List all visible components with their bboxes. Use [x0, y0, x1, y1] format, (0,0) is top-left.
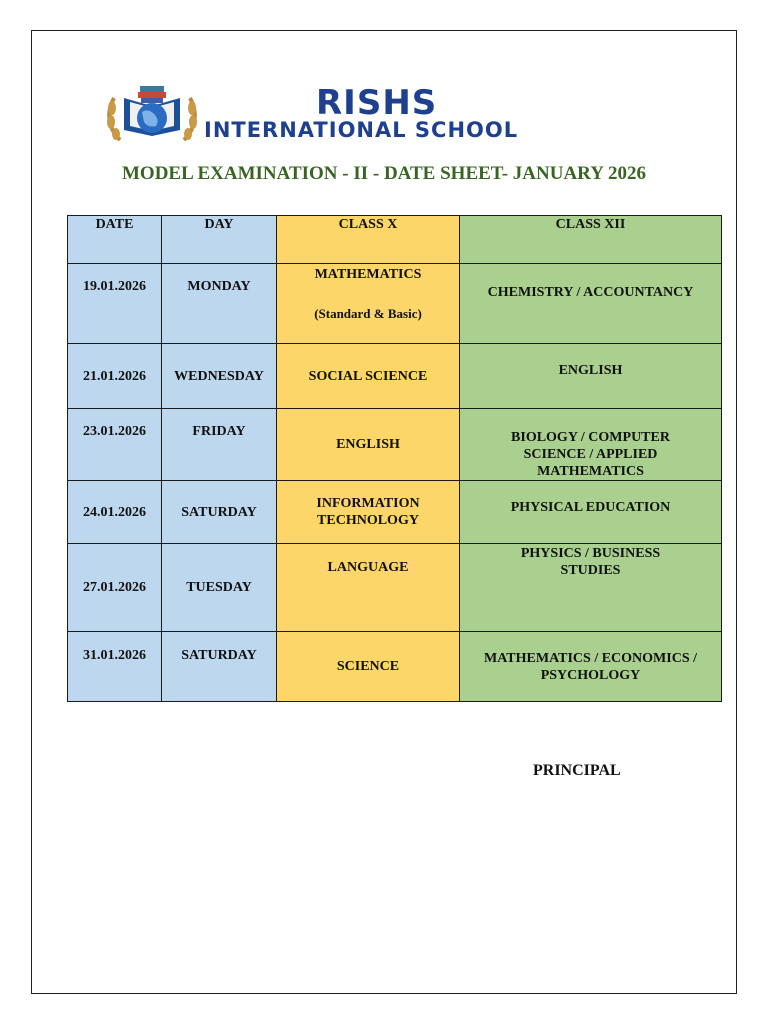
cell-class-xii: MATHEMATICS / ECONOMICS / PSYCHOLOGY — [460, 632, 722, 702]
cell-class-x: LANGUAGE — [277, 544, 460, 632]
table-row — [68, 344, 722, 409]
school-name: RISHS — [316, 83, 438, 123]
cell-date: 27.01.2026 — [68, 544, 162, 632]
school-subtitle: INTERNATIONAL SCHOOL — [204, 118, 519, 142]
cell-day: TUESDAY — [162, 544, 277, 632]
cell-class-xii: PHYSICS / BUSINESS STUDIES — [460, 544, 722, 632]
header-day: DAY — [162, 216, 277, 264]
cell-day: SATURDAY — [162, 632, 277, 702]
cell-date: 24.01.2026 — [68, 481, 162, 544]
date-sheet-table — [67, 215, 722, 702]
table-row — [68, 264, 722, 344]
cell-day: FRIDAY — [162, 409, 277, 481]
school-logo — [104, 84, 200, 146]
table-row — [68, 632, 722, 702]
cell-class-xii: CHEMISTRY / ACCOUNTANCY — [460, 264, 722, 344]
exam-title: MODEL EXAMINATION - II - DATE SHEET- JANUARY 2026 — [122, 163, 646, 184]
header-class-x: CLASS X — [277, 216, 460, 264]
table-row — [68, 544, 722, 632]
cell-class-x: SOCIAL SCIENCE — [277, 344, 460, 409]
cell-date: 31.01.2026 — [68, 632, 162, 702]
cell-class-xii: PHYSICAL EDUCATION — [460, 481, 722, 544]
cell-class-x: INFORMATION TECHNOLOGY — [277, 481, 460, 544]
header-date: DATE — [68, 216, 162, 264]
header-class-xii: CLASS XII — [460, 216, 722, 264]
subject-note: (Standard & Basic) — [314, 306, 422, 321]
table-row — [68, 409, 722, 481]
cell-class-xii: BIOLOGY / COMPUTER SCIENCE / APPLIED MATHEMATICS — [460, 409, 722, 481]
cell-day: WEDNESDAY — [162, 344, 277, 409]
cell-class-x: SCIENCE — [277, 632, 460, 702]
cell-class-xii: ENGLISH — [460, 344, 722, 409]
subject-name: MATHEMATICS — [314, 267, 422, 282]
cell-day: MONDAY — [162, 264, 277, 344]
cell-date: 21.01.2026 — [68, 344, 162, 409]
table-header-row — [68, 216, 722, 264]
cell-class-x — [277, 264, 460, 344]
cell-day: SATURDAY — [162, 481, 277, 544]
cell-class-x: ENGLISH — [277, 409, 460, 481]
cell-date: 23.01.2026 — [68, 409, 162, 481]
cell-date: 19.01.2026 — [68, 264, 162, 344]
table-row — [68, 481, 722, 544]
principal-signature-label: PRINCIPAL — [533, 762, 621, 779]
